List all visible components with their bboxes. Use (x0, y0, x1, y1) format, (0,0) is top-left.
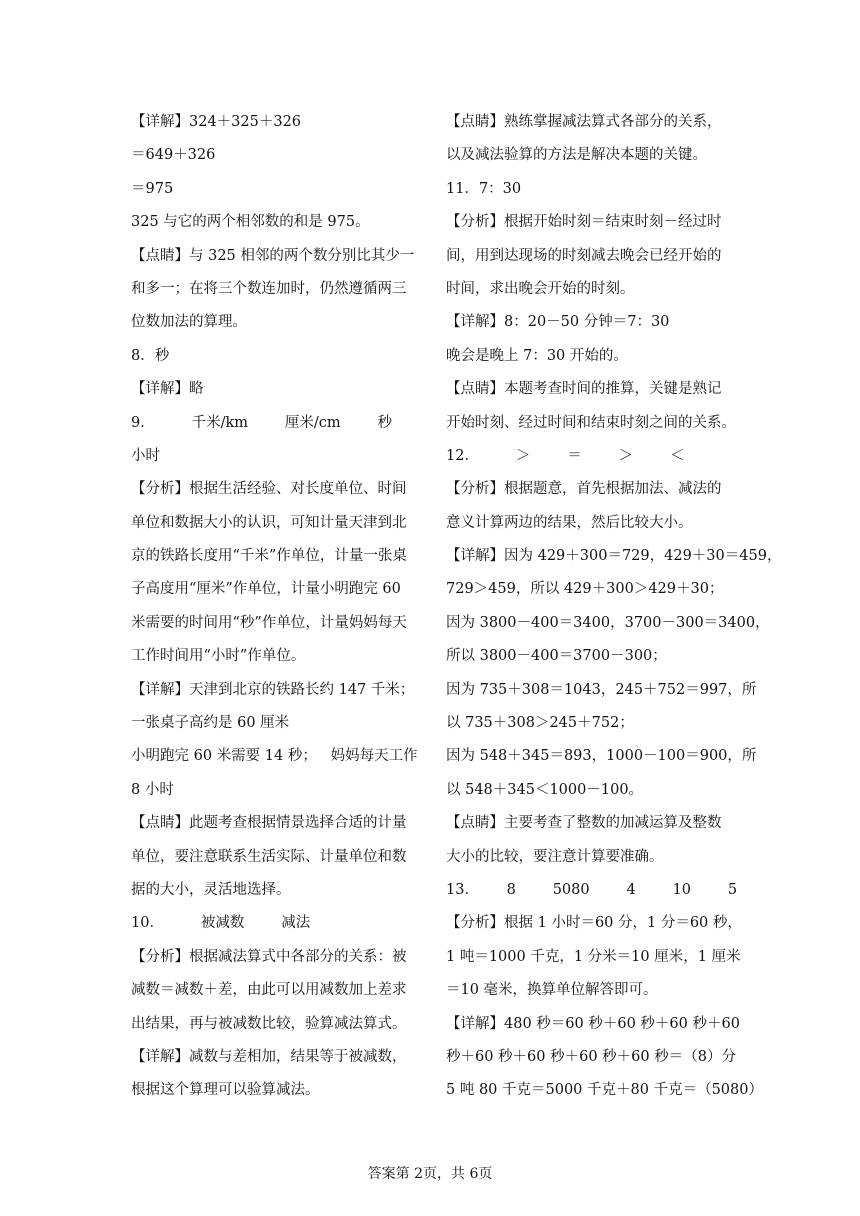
text-line: 间，用到达现场的时刻减去晚会已经开始的 (446, 247, 722, 264)
text-line: 【详解】8：20－50 分钟＝7：30 (446, 314, 670, 331)
text-line: 【点睛】熟练掌握减法算式各部分的关系， (446, 114, 722, 130)
text-line: 和多一；在将三个数连加时，仍然遵循两三 (131, 280, 407, 297)
text-line: 米需要的时间用“秒”作单位，计量妈妈每天 (131, 614, 407, 631)
text-line: 12． ＞ ＝ ＞ ＜ (446, 447, 685, 464)
text-line: 【分析】根据开始时刻＝结束时刻－经过时 (446, 214, 722, 231)
text-line: 【详解】因为 429＋300＝729，429＋30＝459， (446, 548, 782, 565)
text-line: 【详解】减数与差相加，结果等于被减数， (131, 1048, 407, 1065)
text-line: 秒＋60 秒＋60 秒＋60 秒＋60 秒＝（8）分 (446, 1048, 736, 1065)
text-line: 子高度用“厘米”作单位，计量小明跑完 60 (131, 581, 401, 598)
text-line: 京的铁路长度用“千米”作单位，计量一张桌 (131, 548, 407, 565)
text-line: 大小的比较，要注意计算要准确。 (446, 848, 664, 865)
text-line: 13． 8 5080 4 10 5 (446, 881, 738, 898)
text-line: 9． 千米/km 厘米/cm 秒 (131, 414, 393, 431)
text-line: 325 与它的两个相邻数的和是 975。 (131, 214, 370, 231)
text-line: 一张桌子高约是 60 厘米 (131, 715, 290, 732)
text-line: 8．秒 (131, 347, 170, 364)
text-line: 减数＝减数＋差，由此可以用减数加上差求 (131, 982, 407, 999)
text-line: 开始时刻、经过时间和结束时刻之间的关系。 (446, 414, 736, 431)
text-line: 时间，求出晚会开始的时刻。 (446, 280, 635, 297)
text-line: 据的大小，灵活地选择。 (131, 881, 291, 898)
text-line: 小时 (131, 447, 160, 464)
text-line: 【分析】根据生活经验、对长度单位、时间 (131, 481, 407, 498)
text-line: 以 735＋308＞245＋752； (446, 715, 634, 732)
text-line: 所以 3800－400＝3700－300； (446, 648, 667, 665)
text-line: 位数加法的算理。 (131, 314, 247, 331)
text-line: 【详解】324＋325＋326 (131, 114, 302, 130)
text-line: ＝10 毫米，换算单位解答即可。 (446, 982, 658, 999)
text-line: 小明跑完 60 米需要 14 秒； 妈妈每天工作 (131, 748, 418, 765)
text-line: 【分析】根据题意，首先根据加法、减法的 (446, 481, 722, 498)
text-line: 晚会是晚上 7：30 开始的。 (446, 347, 628, 364)
text-line: 工作时间用“小时”作单位。 (131, 648, 306, 665)
text-line: 729＞459，所以 429＋300＞429＋30； (446, 581, 724, 598)
text-line: 根据这个算理可以验算减法。 (131, 1082, 320, 1099)
text-line: 8 小时 (131, 781, 174, 798)
text-line: 5 吨 80 千克＝5000 千克＋80 千克＝（5080） (446, 1082, 763, 1099)
text-line: 10． 被减数 减法 (131, 915, 311, 932)
text-line: 【分析】根据减法算式中各部分的关系：被 (131, 948, 407, 965)
text-line: 1 吨＝1000 千克，1 分米＝10 厘米，1 厘米 (446, 948, 741, 965)
page-footer: 答案第 2页，共 6页 (367, 1166, 493, 1182)
text-line: ＝975 (131, 180, 174, 197)
text-line: 【分析】根据 1 小时＝60 分，1 分＝60 秒， (446, 915, 742, 932)
right-text-column (446, 106, 782, 1108)
text-line: 单位和数据大小的认识，可知计量天津到北 (131, 514, 407, 531)
text-line: 【详解】略 (131, 381, 204, 398)
text-line: 因为 548＋345＝893，1000－100＝900，所 (446, 748, 757, 765)
text-line: 11．7：30 (446, 180, 522, 197)
text-line: 意义计算两边的结果，然后比较大小。 (446, 514, 693, 531)
text-line: 【详解】480 秒＝60 秒＋60 秒＋60 秒＋60 (446, 1015, 740, 1032)
text-line: 以 548＋345＜1000－100。 (446, 781, 644, 798)
left-text-column (131, 106, 431, 1108)
text-line: 单位，要注意联系生活实际、计量单位和数 (131, 848, 407, 865)
text-line: 【点睛】本题考查时间的推算，关键是熟记 (446, 381, 722, 398)
text-line: ＝649＋326 (131, 147, 216, 164)
text-line: 出结果，再与被减数比较，验算减法算式。 (131, 1015, 407, 1032)
text-line: 因为 3800－400＝3400，3700－300＝3400， (446, 614, 770, 631)
text-line: 【点睛】与 325 相邻的两个数分别比其少一 (131, 247, 415, 264)
text-line: 因为 735＋308＝1043，245＋752＝997，所 (446, 681, 757, 698)
text-line: 【点睛】此题考查根据情景选择合适的计量 (131, 815, 407, 832)
text-line: 以及减法验算的方法是解决本题的关键。 (446, 147, 707, 164)
text-line: 【点睛】主要考查了整数的加减运算及整数 (446, 815, 722, 832)
text-line: 【详解】天津到北京的铁路长约 147 千米； (131, 681, 415, 698)
